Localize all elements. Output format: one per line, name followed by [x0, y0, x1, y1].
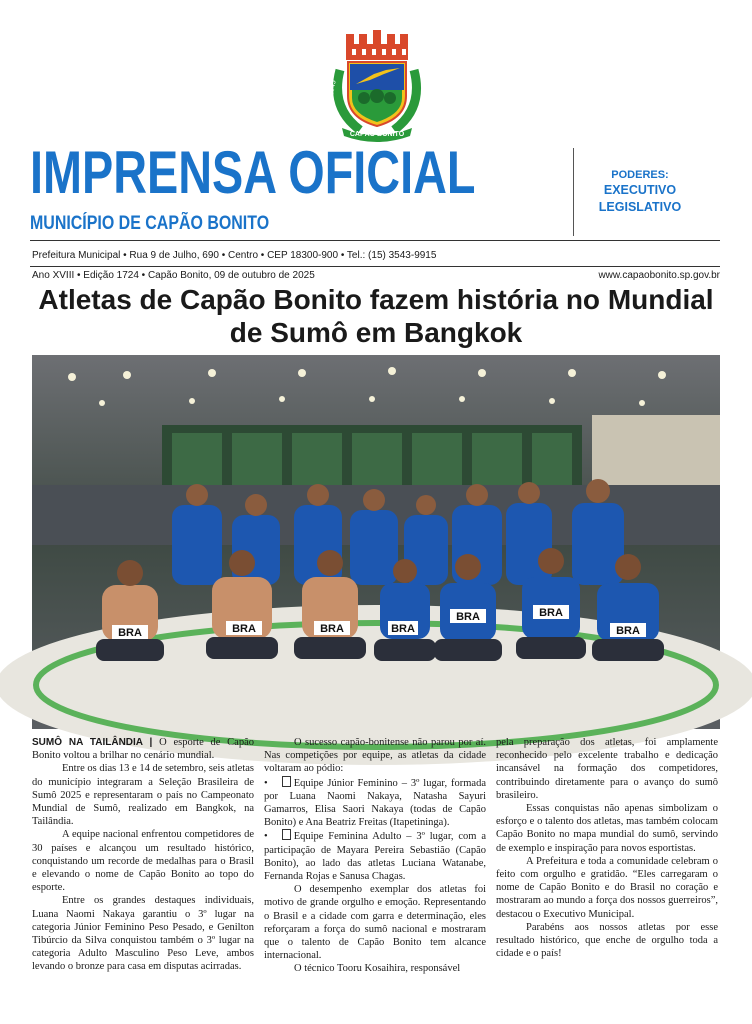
bib-label: BRA: [391, 623, 415, 635]
bib-label: BRA: [232, 623, 256, 635]
masthead-rule: [30, 240, 720, 241]
paragraph: O técnico Tooru Kosaihira, responsável: [294, 963, 461, 975]
paragraph: O sucesso capão-bonitense não parou por aí. Nas competições por equipe, as atletas da cidade voltaram ao pódio:: [264, 737, 486, 775]
bib-label: BRA: [118, 627, 142, 639]
article-column-1: [32, 736, 254, 976]
bib-label: BRA: [616, 625, 640, 637]
paragraph: A equipe nacional enfrentou competidores de 30 países e alcançou um resultado histórico, conquistando um recorde de medalhas para o Brasil e elevando o nome de Capão Bonito ao topo do esporte.: [32, 829, 254, 894]
article-column-2: [264, 736, 486, 976]
masthead-title: IMPRENSA OFICIAL: [30, 139, 476, 206]
lead-paragraph: [32, 736, 254, 762]
paragraph: Essas conquistas não apenas simbolizam o esforço e o talento dos atletas, mas também colocam Capão Bonito no mapa mundial do sumô, servindo de exemplo e inspiração para novos esportistas.: [496, 803, 718, 854]
address-rule: [30, 266, 720, 267]
powers-label: PODERES:: [611, 169, 669, 181]
paragraph: A Prefeitura e toda a comunidade celebram o feito com orgulho e gratidão. “Eles carregaram o nome de Capão Bonito e do Brasil no coração e mostraram ao mundo a força dos nossos guerreiros”, destacou o Executivo Municipal.: [496, 855, 718, 920]
bullet-marker: •: [264, 777, 268, 789]
bib-label: BRA: [456, 611, 480, 623]
bullet-text: Equipe Feminina Adulto – 3º lugar, com a participação de Mayara Pereira Sebastião (Capão Bonito), ao lado das atletas Luciana Watanabe, Fernanda Rojas e Sanusa Chagas.: [264, 831, 486, 883]
bib-label: BRA: [539, 607, 563, 619]
bullet-text: Equipe Júnior Feminino – 3º lugar, formada por Luana Naomi Nakaya, Natasha Sayuri Gamarros, Elisa Saori Nakaya (todas de Capão Bonito) e Ana Beatriz Freitas (Itapetininga).: [264, 777, 486, 829]
bullet-item: [264, 829, 486, 883]
article-body: [32, 736, 720, 976]
paragraph: Parabéns aos nossos atletas por esse resultado histórico, que enche de orgulho toda a cidade e o país!: [496, 921, 718, 960]
address-line: Prefeitura Municipal • Rua 9 de Julho, 690 • Centro • CEP 18300-900 • Tel.: (15) 3543-9915: [32, 250, 437, 261]
crest-year-right: 1857: [420, 85, 430, 102]
website-link[interactable]: www.capaobonito.sp.gov.br: [598, 270, 720, 281]
paragraph: pela preparação dos atletas, foi amplamente reconhecido pelo excelente trabalho e dedicação incansável na formação dos competidores, contribuindo diretamente para o avanço do sumô brasileiro.: [496, 737, 718, 801]
edition-line: Ano XVIII • Edição 1724 • Capão Bonito, 09 de outubro de 2025: [32, 270, 315, 281]
power-executive: EXECUTIVO: [603, 183, 677, 197]
powers-box: [590, 168, 690, 216]
article-headline: Atletas de Capão Bonito fazem história no Mundial de Sumô em Bangkok: [38, 284, 714, 348]
power-legislative: LEGISLATIVO: [598, 200, 682, 214]
masthead-subtitle: MUNICÍPIO DE CAPÃO BONITO: [30, 213, 270, 234]
checkbox-glyph-icon: [282, 776, 291, 787]
article-kicker: SUMÔ NA TAILÂNDIA |: [32, 737, 153, 748]
crest-year-left: 1845: [328, 79, 338, 97]
article-column-3: [496, 736, 718, 976]
paragraph: Entre os grandes destaques individuais, Luana Naomi Nakaya garantiu o 3º lugar na categoria Júnior Feminino Peso Pesado, e Genilton Tibúrcio da Silva conquistou também o 3º lugar na categoria Adulto Masculino Peso Leve, ambos levando o bronze para casa em disputas acirradas.: [32, 895, 254, 973]
bullet-item: [264, 776, 486, 830]
city-crest-logo: [326, 30, 428, 142]
lead-text: O esporte de Capão Bonito voltou a brilhar no cenário mundial.: [32, 737, 254, 762]
bib-label: BRA: [320, 623, 344, 635]
team-photo: [32, 355, 720, 729]
masthead-divider: [573, 148, 574, 236]
bullet-marker: •: [264, 831, 268, 843]
checkbox-glyph-icon: [282, 829, 291, 840]
crest-ribbon-text: CAPÃO BONITO: [349, 131, 405, 138]
paragraph: O desempenho exemplar dos atletas foi motivo de grande orgulho e emoção. Representando o Brasil e a cidade com garra e determinação, eles reforçaram a força do sumô nacional e mostraram que o talento de Capão Bonito tem alcance internacional.: [264, 884, 486, 962]
paragraph: Entre os dias 13 e 14 de setembro, seis atletas do município integraram a Seleção Brasileira de Sumô 2025 e representaram o país no Campeonato Mundial de Sumô, realizado em Bangkok, na Tailândia.: [32, 763, 254, 828]
